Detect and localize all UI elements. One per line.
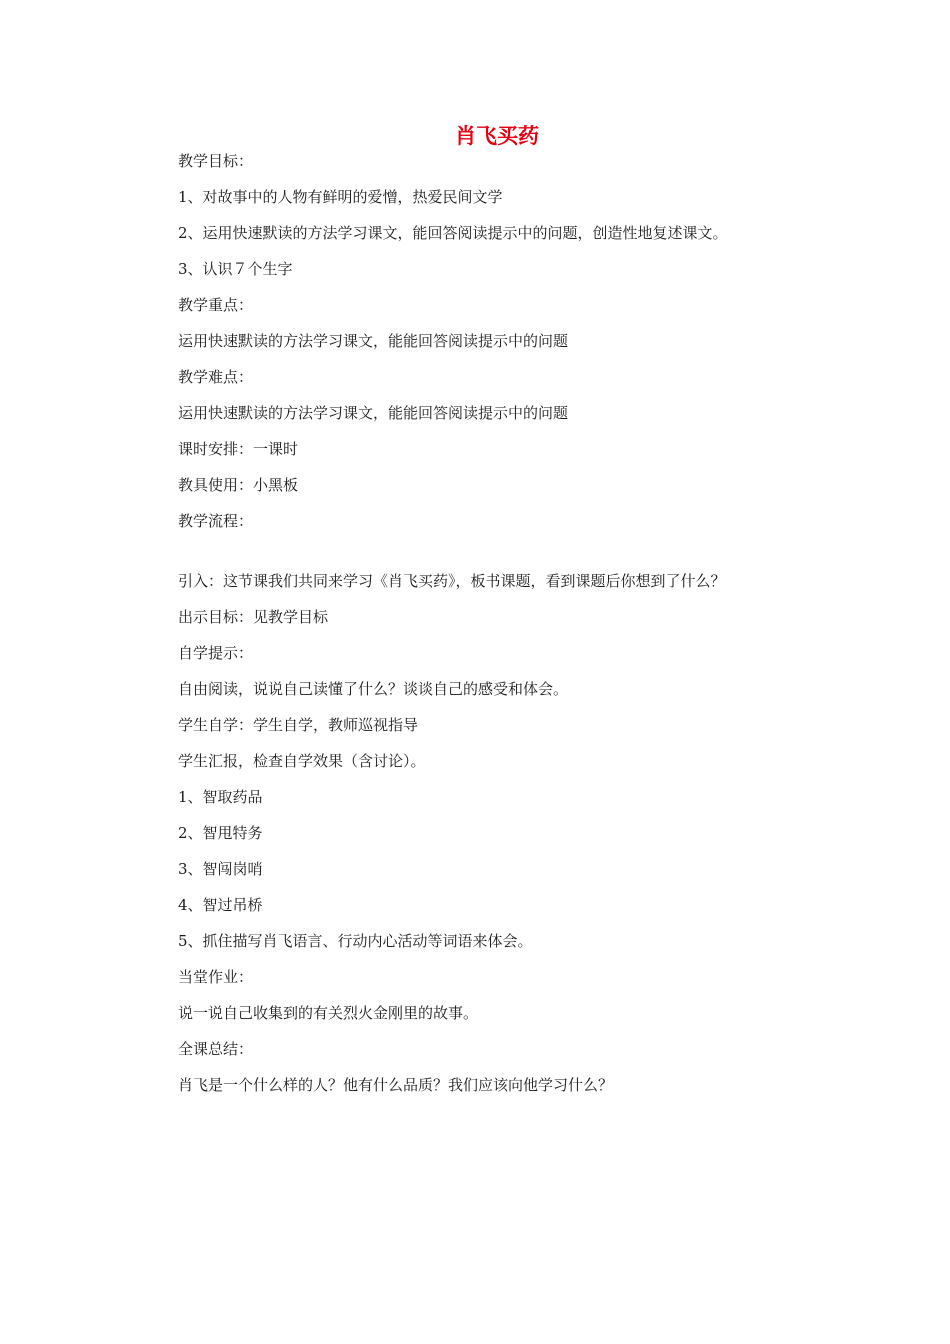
text-line-key-points-heading: 教学重点： <box>178 296 254 314</box>
list-item: 3、智闯岗哨 <box>178 860 263 878</box>
text-line-summary-heading: 全课总结： <box>178 1040 254 1058</box>
list-item: 1、智取药品 <box>178 788 263 806</box>
text-line: 2、运用快速默读的方法学习课文，能回答阅读提示中的问题，创造性地复述课文。 <box>178 224 728 242</box>
text-line: 学生自学：学生自学，教师巡视指导 <box>178 716 419 734</box>
text-line: 出示目标：见教学目标 <box>178 608 329 626</box>
text-line-introduction: 引入：这节课我们共同来学习《肖飞买药》，板书课题，看到课题后你想到了什么？ <box>178 572 726 590</box>
text-line-process-heading: 教学流程： <box>178 512 254 530</box>
list-item: 2、智甩特务 <box>178 824 263 842</box>
text-line: 运用快速默读的方法学习课文，能能回答阅读提示中的问题 <box>178 404 569 422</box>
list-item: 5、抓住描写肖飞语言、行动内心活动等词语来体会。 <box>178 932 533 950</box>
text-line: 1、对故事中的人物有鲜明的爱憎，热爱民间文学 <box>178 188 503 206</box>
text-line: 说一说自己收集到的有关烈火金刚里的故事。 <box>178 1004 479 1022</box>
text-line-schedule: 课时安排：一课时 <box>178 440 299 458</box>
text-line-teaching-aids: 教具使用：小黑板 <box>178 476 299 494</box>
text-line-homework-heading: 当堂作业： <box>178 968 254 986</box>
text-line-self-study-heading: 自学提示： <box>178 644 254 662</box>
document-title: 肖飞买药 <box>455 124 539 148</box>
list-item: 4、智过吊桥 <box>178 896 263 914</box>
text-line: 自由阅读，说说自己读懂了什么？谈谈自己的感受和体会。 <box>178 680 569 698</box>
text-line: 运用快速默读的方法学习课文，能能回答阅读提示中的问题 <box>178 332 569 350</box>
text-line: 3、认识７个生字 <box>178 260 293 278</box>
text-line-objectives-heading: 教学目标： <box>178 152 254 170</box>
text-line: 肖飞是一个什么样的人？他有什么品质？我们应该向他学习什么？ <box>178 1076 614 1094</box>
text-line-difficulties-heading: 教学难点： <box>178 368 254 386</box>
text-line: 学生汇报，检查自学效果（含讨论）。 <box>178 752 426 770</box>
